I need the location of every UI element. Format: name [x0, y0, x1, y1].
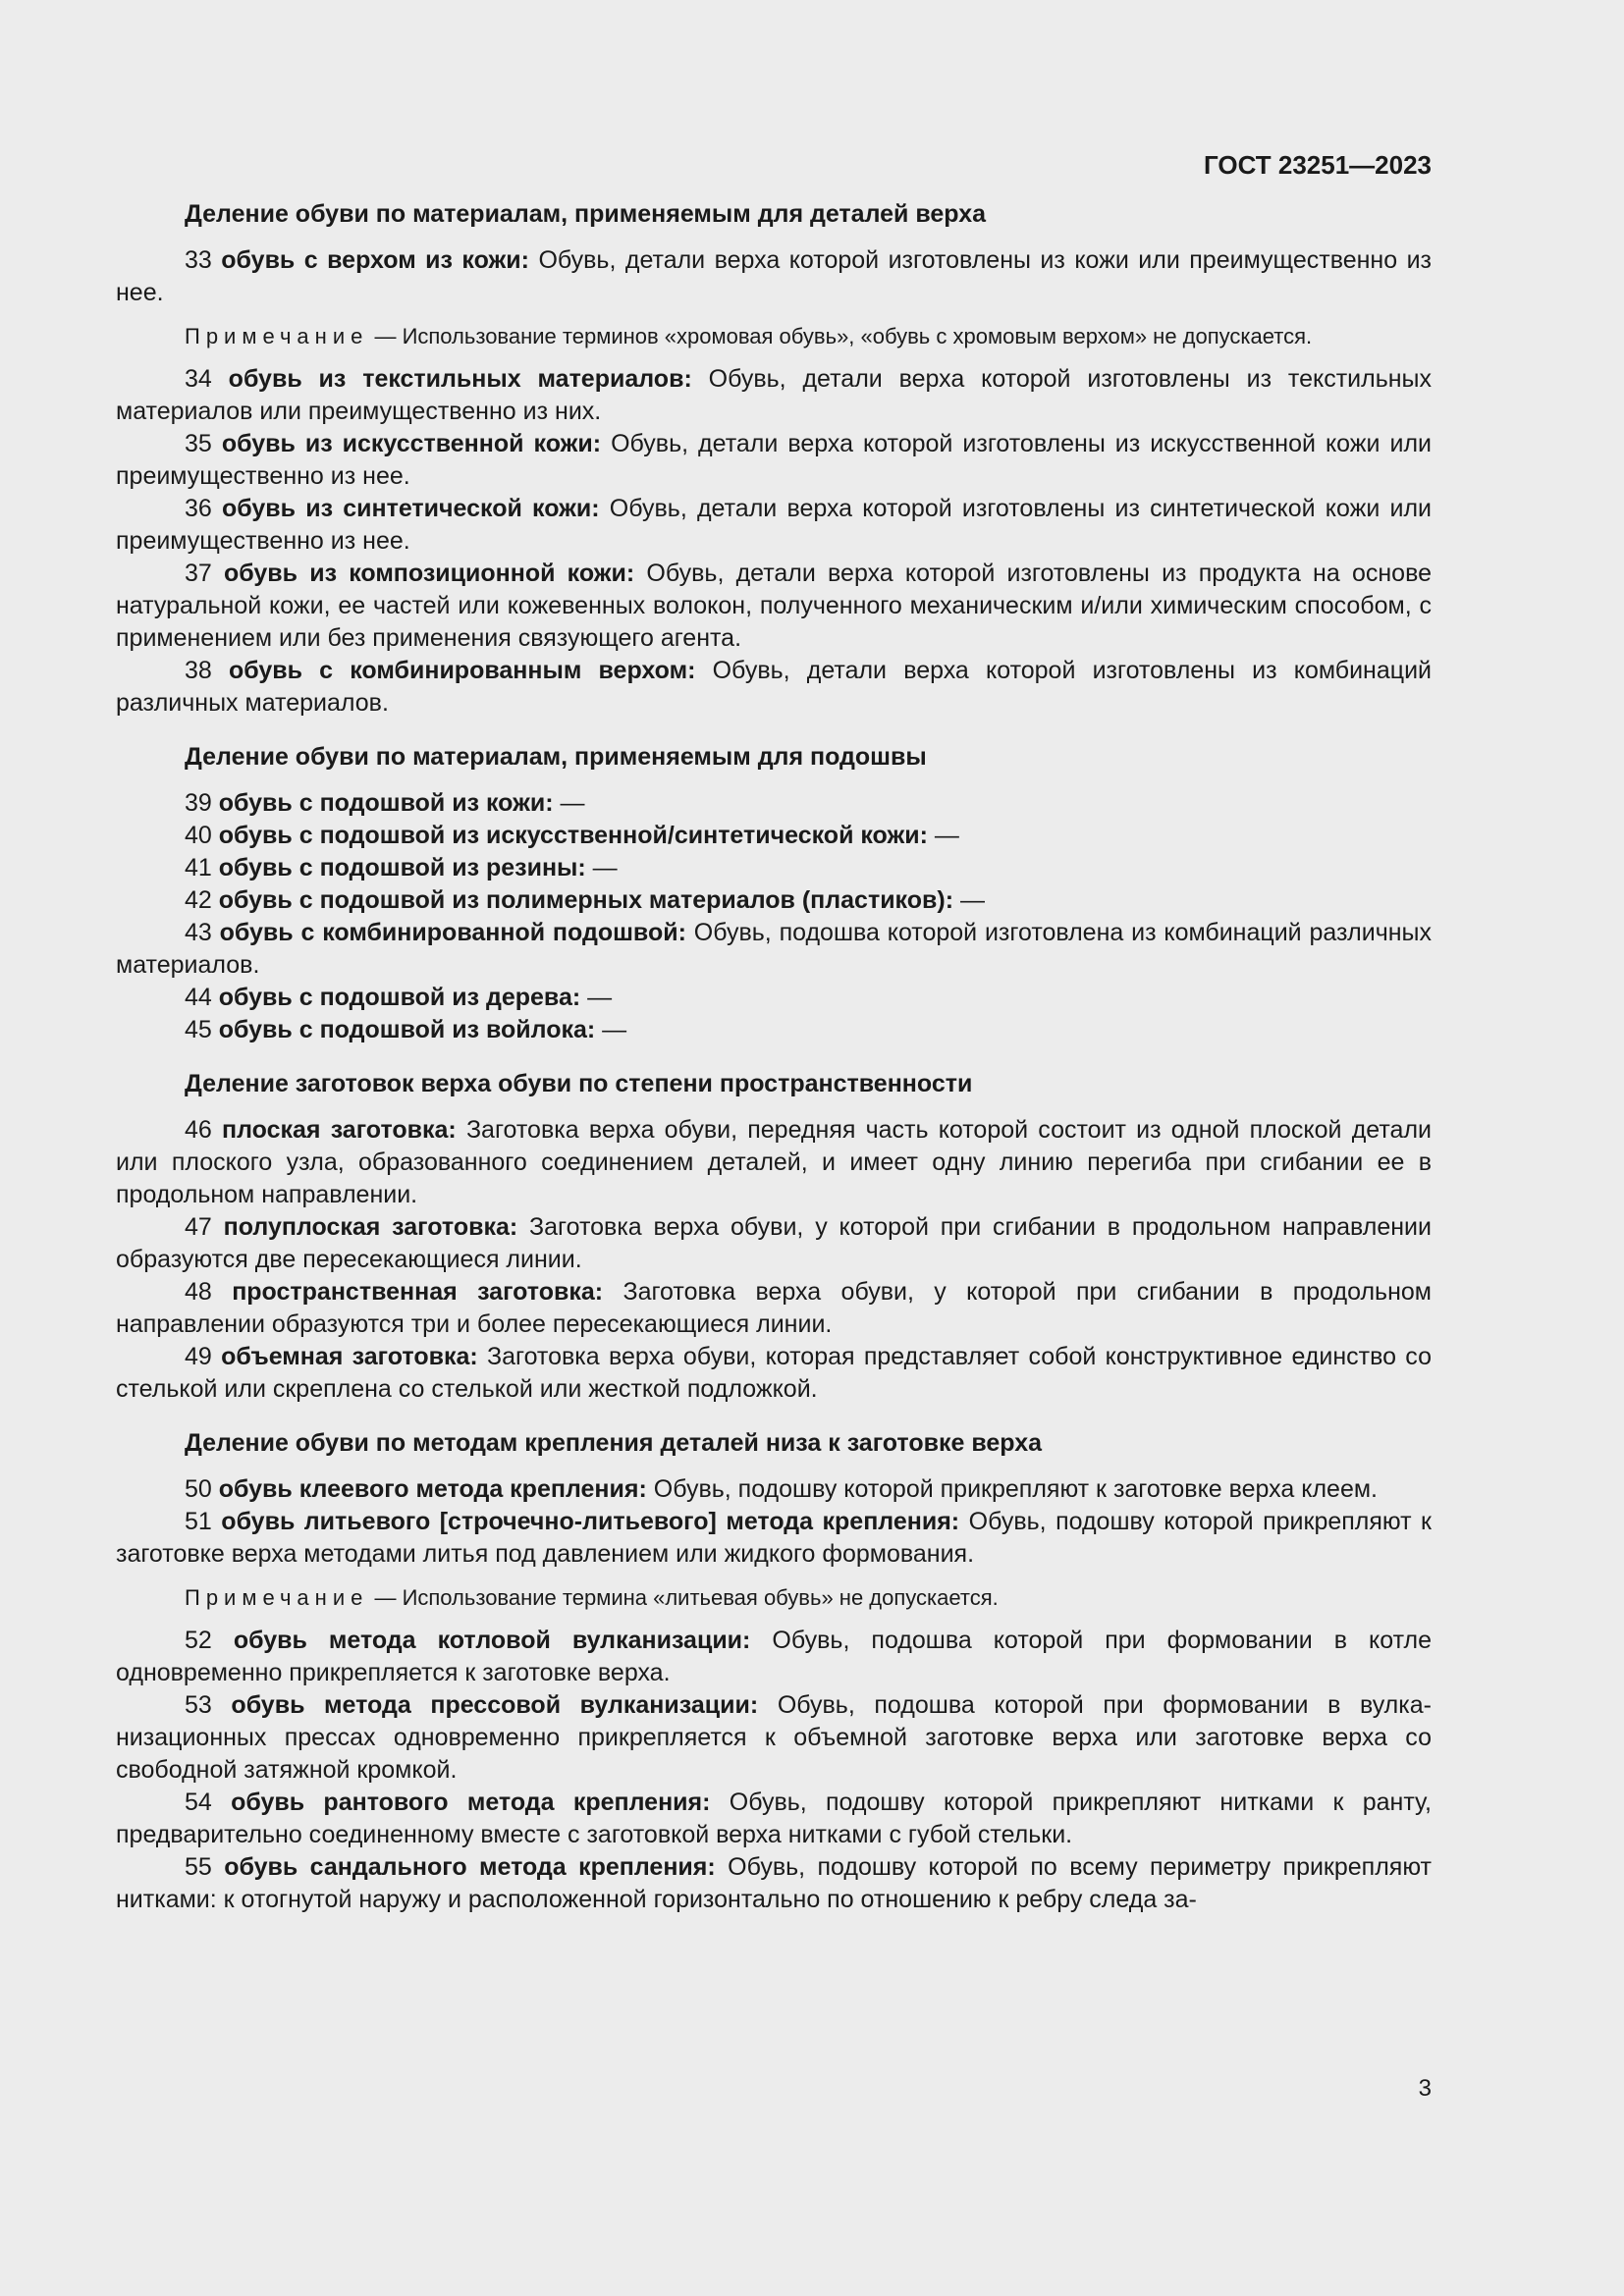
- term-definition: Обувь, детали верха которой изготовлены из синтетической кожи или преимущественно из нее.: [116, 495, 1432, 555]
- term-number: 33: [185, 246, 212, 274]
- term-separator: [457, 1116, 466, 1144]
- term-separator: [212, 1627, 234, 1654]
- term-separator: [212, 1213, 224, 1241]
- term-name: обувь с комбинированной подошвой:: [219, 919, 686, 946]
- term-separator: [758, 1691, 778, 1719]
- term-name: обувь с комбинированным верхом:: [228, 657, 696, 684]
- term-number: 46: [185, 1116, 212, 1144]
- term-entry: [116, 655, 1432, 720]
- term-entry: [116, 852, 1432, 884]
- term-name: полуплоская заготовка:: [223, 1213, 518, 1241]
- term-definition: —: [587, 984, 613, 1011]
- term-definition: Обувь, подошву которой по всему периметру прикрепляют нитками: к отогнутой наружу и расположенной горизонтально по отношению к ребру следа за-: [116, 1853, 1432, 1913]
- term-name: обувь с подошвой из полимерных материалов (пластиков):: [218, 886, 954, 914]
- term-entry: [116, 1276, 1432, 1341]
- term-number: 44: [185, 984, 212, 1011]
- term-entry: [116, 244, 1432, 309]
- term-entry: [116, 1851, 1432, 1916]
- term-separator: [953, 886, 960, 914]
- term-definition: Обувь, детали верха которой изготовлены из искусственной кожи или преимущественно из нее.: [116, 430, 1432, 490]
- term-entry: [116, 1506, 1432, 1571]
- term-name: обувь с подошвой из дерева:: [218, 984, 581, 1011]
- section-heading: Деление обуви по методам крепления деталей низа к заготовке верха: [185, 1429, 1043, 1457]
- term-separator: [212, 789, 219, 817]
- term-entry: [116, 884, 1432, 917]
- term-number: 52: [185, 1627, 212, 1654]
- term-separator: [212, 1016, 219, 1043]
- term-entry: [116, 820, 1432, 852]
- term-entry: [116, 363, 1432, 428]
- section-spacer: [116, 1406, 1432, 1427]
- term-number: 50: [185, 1475, 212, 1503]
- term-separator: [695, 657, 712, 684]
- term-name: обувь с подошвой из кожи:: [218, 789, 554, 817]
- term-number: 49: [185, 1343, 212, 1370]
- term-separator: [212, 984, 219, 1011]
- term-separator: [212, 1508, 221, 1535]
- term-separator: [212, 246, 221, 274]
- note-label: Примечание: [185, 1585, 369, 1610]
- note-paragraph: [116, 321, 1432, 351]
- term-definition: Обувь, подошва которой при формовании в котле одновременно прикрепляется к заготовке верха.: [116, 1627, 1433, 1686]
- term-definition: Заготовка верха обуви, передняя часть которой состоит из одной плоской детали или плоского узла, образованного соединением деталей, и имеет одну линию перегиба при сгибании ее в продольном направлении.: [116, 1116, 1432, 1208]
- term-separator: [634, 560, 646, 587]
- term-name: обувь литьевого [строчечно-литьевого] метода крепления:: [221, 1508, 960, 1535]
- term-separator: [212, 430, 222, 457]
- term-number: 40: [185, 822, 212, 849]
- term-separator: [686, 919, 694, 946]
- term-separator: [959, 1508, 968, 1535]
- term-number: 42: [185, 886, 212, 914]
- document-body: [116, 198, 1432, 1916]
- term-separator: [212, 854, 219, 881]
- term-number: 54: [185, 1789, 212, 1816]
- term-definition: Заготовка верха обуви, у которой при сгибании в продольном направлении образуются три и более пересекающиеся линии.: [116, 1278, 1432, 1338]
- term-entry: [116, 1787, 1432, 1851]
- term-entry: [116, 1114, 1432, 1211]
- term-entry: [116, 1014, 1432, 1046]
- note-text: — Использование терминов «хромовая обувь», «обувь с хромовым верхом» не допускается.: [374, 324, 1313, 348]
- term-entry: [116, 787, 1432, 820]
- term-definition: Заготовка верха обуви, у которой при сгибании в продольном направлении образуются две пересекающиеся линии.: [116, 1213, 1432, 1273]
- term-definition: Обувь, подошву которой прикрепляют к заготовке верха методами литья под давлением или жидкого формования.: [116, 1508, 1432, 1568]
- term-separator: [212, 657, 229, 684]
- term-name: обувь метода прессовой вулканизации:: [231, 1691, 759, 1719]
- term-separator: [212, 886, 219, 914]
- term-entry: [116, 1341, 1432, 1406]
- document-id-header: ГОСТ 23251—2023: [1204, 150, 1432, 180]
- term-separator: [212, 822, 219, 849]
- term-separator: [600, 495, 610, 522]
- term-entry: [116, 493, 1432, 558]
- term-entry: [116, 1473, 1432, 1506]
- note-spacer: [116, 351, 1432, 363]
- term-separator: [212, 919, 220, 946]
- term-definition: —: [560, 789, 585, 817]
- term-entry: [116, 428, 1432, 493]
- section-heading: Деление заготовок верха обуви по степени пространственности: [185, 1070, 973, 1097]
- term-separator: [212, 1475, 219, 1503]
- term-separator: [212, 1278, 232, 1306]
- term-separator: [692, 365, 709, 393]
- term-number: 51: [185, 1508, 212, 1535]
- term-separator: [212, 1691, 232, 1719]
- term-name: обувь рантового метода крепления:: [231, 1789, 711, 1816]
- term-separator: [601, 430, 611, 457]
- note-spacer: [116, 1571, 1432, 1582]
- term-definition: —: [934, 822, 959, 849]
- note-paragraph: [116, 1582, 1432, 1613]
- term-entry: [116, 1689, 1432, 1787]
- term-name: обувь из искусственной кожи:: [221, 430, 602, 457]
- term-name: обувь из синтетической кожи:: [222, 495, 600, 522]
- term-separator: [212, 1116, 222, 1144]
- term-definition: Обувь, детали верха которой изготовлены из комбинаций различных материалов.: [116, 657, 1433, 717]
- term-separator: [212, 1789, 231, 1816]
- term-number: 34: [185, 365, 212, 393]
- note-spacer: [116, 1613, 1432, 1625]
- document-page: [116, 147, 1432, 1916]
- section-spacer: [116, 720, 1432, 741]
- term-number: 53: [185, 1691, 212, 1719]
- term-separator: [750, 1627, 772, 1654]
- term-name: объемная заготовка:: [221, 1343, 478, 1370]
- section-heading: Деление обуви по материалам, применяемым для подошвы: [185, 743, 927, 771]
- term-separator: [212, 1853, 224, 1881]
- note-spacer: [116, 309, 1432, 321]
- term-name: обувь метода котловой вулканизации:: [233, 1627, 751, 1654]
- term-entry: [116, 917, 1432, 982]
- note-text: — Использование термина «литьевая обувь» не допускается.: [374, 1585, 999, 1610]
- page-number: 3: [1418, 2075, 1432, 2102]
- term-entry: [116, 982, 1432, 1014]
- term-separator: [517, 1213, 529, 1241]
- term-name: пространственная заготовка:: [232, 1278, 604, 1306]
- section-heading: Деление обуви по материалам, применяемым для деталей верха: [185, 200, 987, 228]
- term-name: обувь из текстильных материалов:: [228, 365, 692, 393]
- term-name: обувь с верхом из кожи:: [221, 246, 529, 274]
- term-definition: Обувь, подошву которой прикрепляют к заготовке верха клеем.: [653, 1475, 1378, 1503]
- term-number: 47: [185, 1213, 212, 1241]
- term-number: 35: [185, 430, 212, 457]
- section-spacer: [116, 1046, 1432, 1068]
- term-definition: Обувь, подошва которой при формовании в вулканизационных прессах одновременно прикрепляется к объемной заготовке верха или заготовке верха со свободной затяжной кромкой.: [116, 1691, 1432, 1784]
- term-definition: Обувь, детали верха которой изготовлены из продукта на основе натуральной кожи, ее частей или кожевенных волокон, полученного механическим и/или химическим способом, с применением или без применения связующего агента.: [116, 560, 1432, 652]
- term-definition: —: [602, 1016, 627, 1043]
- term-separator: [647, 1475, 654, 1503]
- term-definition: —: [592, 854, 618, 881]
- term-number: 55: [185, 1853, 212, 1881]
- term-separator: [586, 854, 593, 881]
- term-definition: Обувь, детали верха которой изготовлены из текстильных материалов или преимущественно из них.: [116, 365, 1432, 425]
- term-definition: Заготовка верха обуви, которая представляет собой конструктивное единство со стелькой или скреплена со стелькой или жесткой подложкой.: [116, 1343, 1432, 1403]
- term-separator: [603, 1278, 623, 1306]
- term-number: 37: [185, 560, 212, 587]
- term-separator: [710, 1789, 729, 1816]
- term-number: 38: [185, 657, 212, 684]
- term-separator: [212, 495, 222, 522]
- term-separator: [716, 1853, 728, 1881]
- term-number: 41: [185, 854, 212, 881]
- term-name: обувь клеевого метода крепления:: [218, 1475, 647, 1503]
- term-number: 43: [185, 919, 212, 946]
- term-separator: [212, 365, 229, 393]
- term-name: обувь с подошвой из искусственной/синтетической кожи:: [218, 822, 928, 849]
- term-number: 48: [185, 1278, 212, 1306]
- term-number: 39: [185, 789, 212, 817]
- term-name: обувь с подошвой из резины:: [218, 854, 586, 881]
- term-definition: Обувь, детали верха которой изготовлены из кожи или преимущественно из нее.: [116, 246, 1432, 306]
- term-definition: —: [960, 886, 985, 914]
- term-separator: [212, 1343, 221, 1370]
- term-entry: [116, 558, 1432, 655]
- term-name: обувь из композиционной кожи:: [224, 560, 635, 587]
- note-label: Примечание: [185, 324, 369, 348]
- term-name: обувь сандального метода крепления:: [224, 1853, 716, 1881]
- term-separator: [928, 822, 935, 849]
- term-entry: [116, 1625, 1432, 1689]
- term-separator: [478, 1343, 487, 1370]
- term-name: плоская заготовка:: [222, 1116, 457, 1144]
- term-name: обувь с подошвой из войлока:: [218, 1016, 596, 1043]
- term-definition: Обувь, подошва которой изготовлена из комбинаций различных материалов.: [116, 919, 1433, 979]
- term-entry: [116, 1211, 1432, 1276]
- term-separator: [212, 560, 224, 587]
- term-number: 36: [185, 495, 212, 522]
- term-definition: Обувь, подошву которой прикрепляют нитками к ранту, предварительно соединенному вместе с заготовкой верха нитками с губой стельки.: [116, 1789, 1432, 1848]
- term-number: 45: [185, 1016, 212, 1043]
